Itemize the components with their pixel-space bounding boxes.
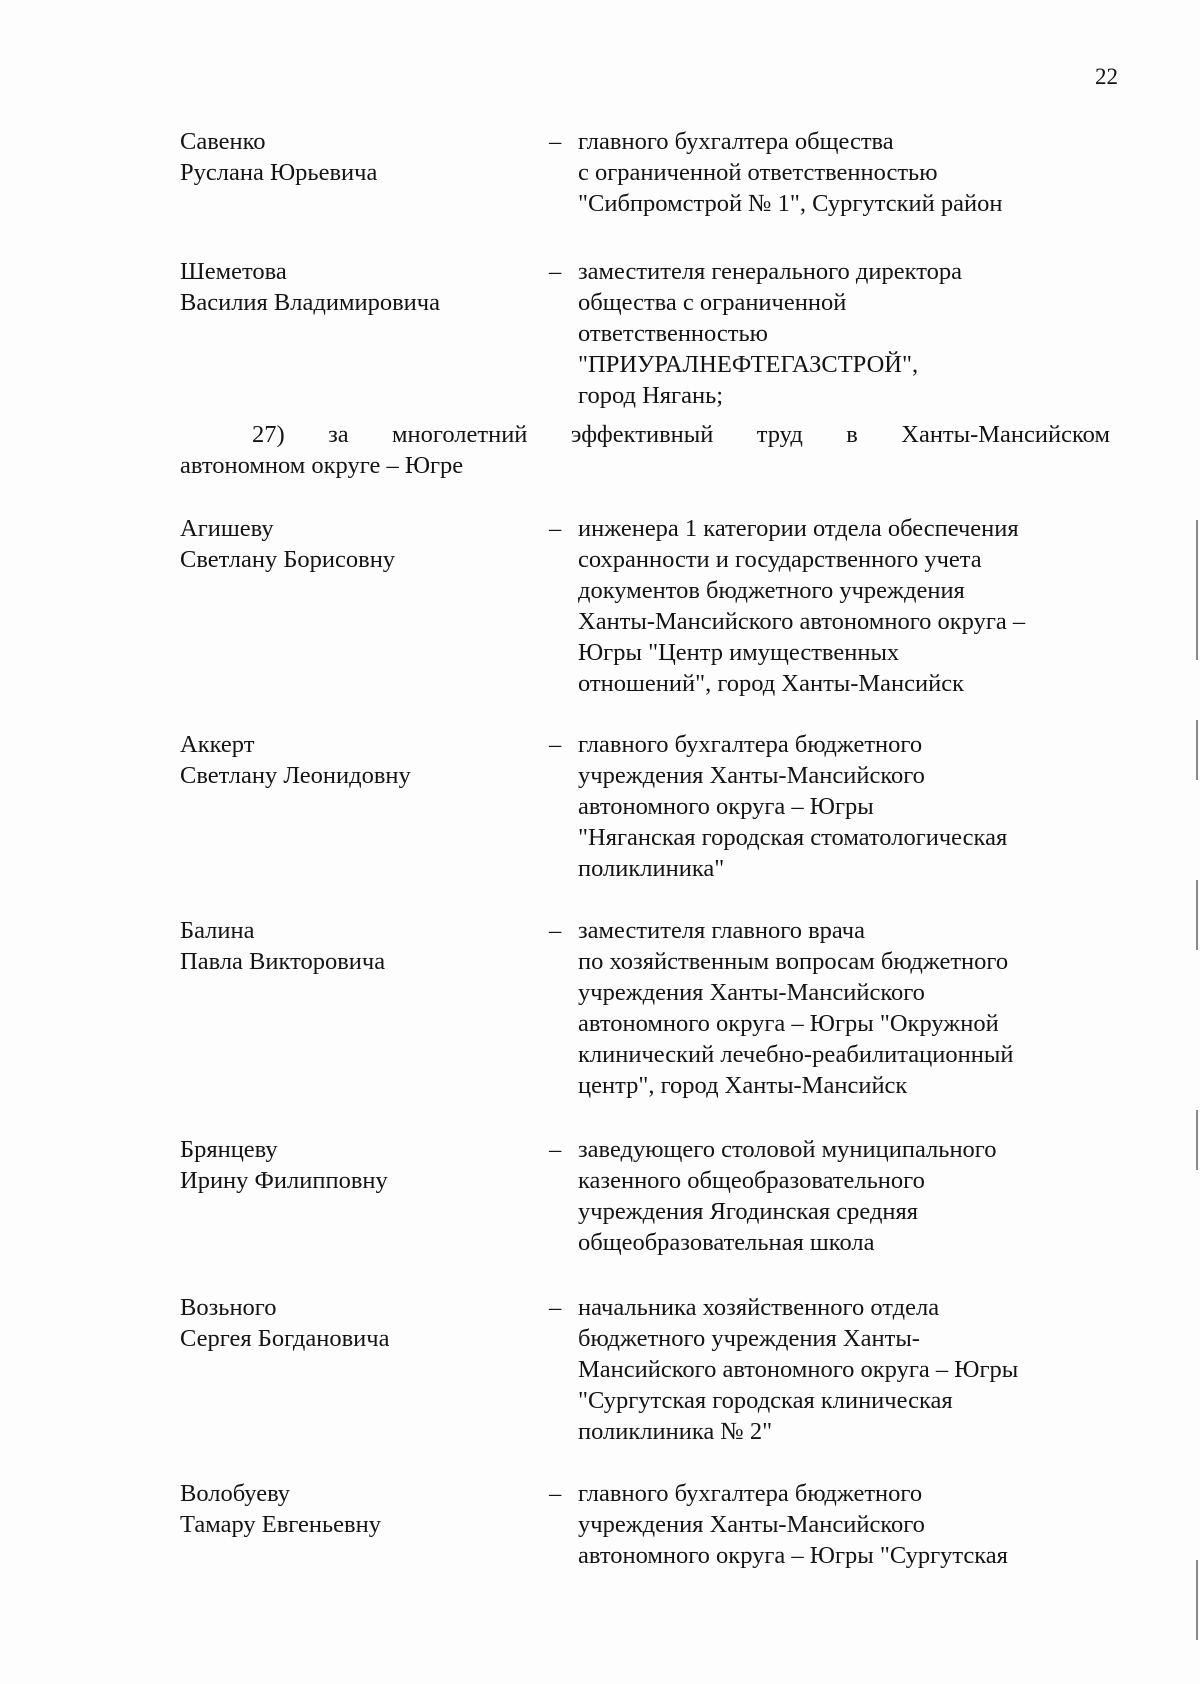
recipient-name (180, 256, 540, 318)
recipient-position (578, 513, 1108, 699)
recipient-position (578, 1292, 1108, 1447)
scan-artifact (1196, 520, 1198, 660)
position-line: заведующего столовой муниципального (578, 1136, 997, 1163)
position-line: инженера 1 категории отдела обеспечения (578, 515, 1019, 542)
name-line: Шеметова (180, 258, 287, 285)
position-line: главного бухгалтера общества (578, 128, 894, 155)
name-line: Агишеву (180, 515, 274, 542)
scan-artifact (1196, 1560, 1198, 1640)
position-line: общеобразовательная школа (578, 1229, 875, 1256)
position-line: главного бухгалтера бюджетного (578, 1480, 923, 1507)
position-line: казенного общеобразовательного (578, 1167, 925, 1194)
name-line: Павла Викторовича (180, 948, 386, 975)
position-line: автономного округа – Югры "Сургутская (578, 1542, 1008, 1569)
heading-word: многолетний (392, 421, 528, 448)
section-heading-line: автономном округе – Югре (180, 452, 464, 479)
recipient-name (180, 1292, 540, 1354)
position-line: автономного округа – Югры "Окружной (578, 1010, 999, 1037)
name-line: Руслана Юрьевича (180, 159, 378, 186)
position-line: учреждения Ханты-Мансийского (578, 979, 925, 1006)
dash-separator: – (549, 917, 562, 944)
position-line: Ханты-Мансийского автономного округа – (578, 608, 1026, 635)
position-line: документов бюджетного учреждения (578, 577, 965, 604)
name-line: Балина (180, 917, 255, 944)
name-line: Аккерт (180, 731, 255, 758)
dash-separator: – (549, 515, 562, 542)
position-line: общества с ограниченной (578, 289, 847, 316)
dash-separator: – (549, 1480, 562, 1507)
name-line: Светлану Леонидовну (180, 762, 411, 789)
recipient-name (180, 1478, 540, 1540)
page-number: 22 (1095, 64, 1118, 89)
position-line: начальника хозяйственного отдела (578, 1294, 940, 1321)
position-line: клинический лечебно-реабилитационный (578, 1041, 1014, 1068)
dash-separator: – (549, 258, 562, 285)
position-line: "ПРИУРАЛНЕФТЕГАЗСТРОЙ", (578, 351, 919, 378)
recipient-name (180, 513, 540, 575)
position-line: центр", город Ханты-Мансийск (578, 1072, 908, 1099)
scan-artifact (1196, 880, 1198, 950)
recipient-position (578, 729, 1108, 884)
name-line: Ирину Филипповну (180, 1167, 388, 1194)
position-line: по хозяйственным вопросам бюджетного (578, 948, 1009, 975)
position-line: сохранности и государственного учета (578, 546, 982, 573)
position-line: поликлиника" (578, 855, 725, 882)
heading-word: за (328, 421, 349, 448)
position-line: поликлиника № 2" (578, 1418, 773, 1445)
dash-separator: – (549, 1136, 562, 1163)
recipient-position (578, 256, 1108, 411)
position-line: "Няганская городская стоматологическая (578, 824, 1008, 851)
name-line: Волобуеву (180, 1480, 291, 1507)
dash-separator: – (549, 731, 562, 758)
name-line: Возьного (180, 1294, 277, 1321)
position-line: учреждения Ханты-Мансийского (578, 762, 925, 789)
position-line: учреждения Ягодинская средняя (578, 1198, 919, 1225)
recipient-position (578, 1134, 1108, 1258)
recipient-position (578, 915, 1108, 1101)
position-line: с ограниченной ответственностью (578, 159, 938, 186)
scan-artifact (1196, 720, 1198, 780)
name-line: Тамару Евгеньевну (180, 1511, 381, 1538)
dash-separator: – (549, 128, 562, 155)
name-line: Светлану Борисовну (180, 546, 396, 573)
position-line: учреждения Ханты-Мансийского (578, 1511, 925, 1538)
position-line: "Сургутская городская клиническая (578, 1387, 953, 1414)
position-line: Югры "Центр имущественных (578, 639, 900, 666)
position-line: отношений", город Ханты-Мансийск (578, 670, 965, 697)
position-line: главного бухгалтера бюджетного (578, 731, 923, 758)
scan-artifact (1196, 1110, 1198, 1170)
position-line: "Сибпромстрой № 1", Сургутский район (578, 190, 1003, 217)
recipient-name (180, 729, 540, 791)
recipient-name (180, 126, 540, 188)
name-line: Брянцеву (180, 1136, 278, 1163)
section-heading-line (180, 419, 1110, 450)
name-line: Савенко (180, 128, 266, 155)
heading-word: Ханты-Мансийском (901, 421, 1110, 448)
position-line: город Нягань; (578, 382, 724, 409)
recipient-name (180, 1134, 540, 1196)
position-line: заместителя главного врача (578, 917, 865, 944)
heading-word: в (846, 421, 858, 448)
recipient-name (180, 915, 540, 977)
heading-word: 27) (252, 421, 285, 448)
heading-word: эффективный (570, 421, 714, 448)
dash-separator: – (549, 1294, 562, 1321)
position-line: заместителя генерального директора (578, 258, 962, 285)
position-line: Мансийского автономного округа – Югры (578, 1356, 1019, 1383)
position-line: ответственностью (578, 320, 768, 347)
name-line: Сергея Богдановича (180, 1325, 390, 1352)
recipient-position (578, 1478, 1108, 1571)
position-line: автономного округа – Югры (578, 793, 874, 820)
position-line: бюджетного учреждения Ханты- (578, 1325, 920, 1352)
heading-word: труд (756, 421, 803, 448)
section-heading (180, 419, 1110, 481)
recipient-position (578, 126, 1108, 219)
name-line: Василия Владимировича (180, 289, 440, 316)
